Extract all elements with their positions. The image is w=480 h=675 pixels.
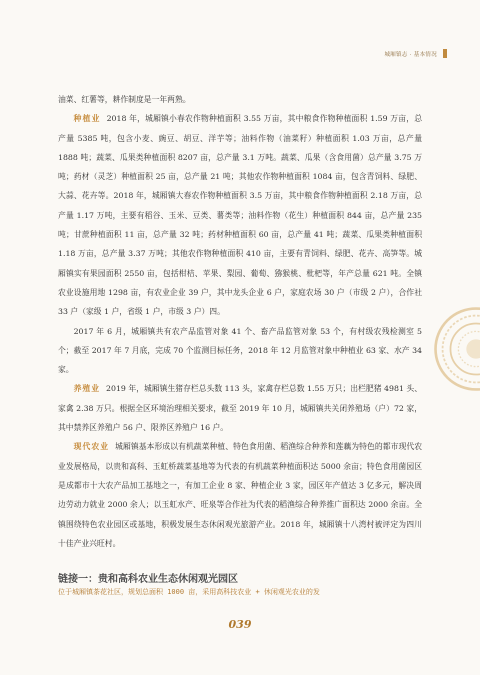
paragraph-planting-text: 2018 年，城厢镇小春农作物种植面积 3.55 万亩，其中粮食作物种植面积 1.59 万亩，总产量 5385 吨，包含小麦、豌豆、胡豆、洋芋等；油料作物（油菜籽）种植面积 1.03 万亩，总产量 1888 吨；蔬菜、瓜果类种植面积 8207 亩，总产量 3.1 万吨。蔬菜、瓜果（含食用菌）总产量 3.75 万吨；药材（灵芝）种植面积 25 亩，总产量 21 吨；其他农作物种植面积 1084 亩，包含青饲料、绿肥、大蒜、花卉等。2018 年，城厢镇大春农作物种植面积 3.5 万亩，其中粮食作物种植面积 2.18 万亩，总产量 1.17 万吨，主要有稻谷、玉米、豆类、薯类等；油料作物（花生）种植面积 844 亩，总产量 235 吨；甘蔗种植面积 11 亩，总产量 32 吨；药材种植面积 60 亩，总产量 41 吨；蔬菜、瓜果类种植面积 1.18 万亩，总产量 3.37 万吨；其他农作物种植面积 410 亩，主要有青饲料、绿肥、花卉、高笋等。城厢镇实有果园面积 2550 亩，包括柑桔、苹果、梨园、葡萄、猕猴桃、枇杷等，年产总量 621 吨。全镇农业设施用地 1298 亩，有农业企业 39 户，其中龙头企业 6 户，家庭农场 30 户（市级 2 户），合作社 33 户（家级 1 户，省级 1 户，市级 3 户）四。 [58,114,423,317]
page-number: 039 [228,618,252,631]
paragraph-breeding-text: 2019 年，城厢镇生猪存栏总头数 113 头，家禽存栏总数 1.55 万只；出栏肥猪 4981 头、家禽 2.38 万只。根据全区环境治理相关要求，截至 2019 年 10 月，城厢镇共关闭养殖场（户）72 家，其中禁养区养殖户 56 户、限养区养殖户 16 户。 [58,384,423,433]
paragraph-supervision: 2017 年 6 月，城厢镇共有农产品监管对象 41 个、畜产品监管对象 53 个，有村级农残检测室 5 个；截至 2017 年 7 月底，完成 70 个监测目标任务，2018 年 12 月监管对象中种植业 63 家、水产 34 家。 [58,326,422,375]
section-label-modern-agriculture: 现代农业 [73,442,110,452]
running-header [384,49,447,58]
paragraph-modern-agriculture [58,437,422,553]
paragraph-intro: 油菜、红薯等，耕作制度是一年两熟。 [58,95,191,104]
body-text [58,90,422,553]
ornament-circle-icon [432,305,480,393]
header-section-title: 城厢镇志 · 基本情况 [384,51,437,58]
section-label-breeding: 养殖业 [73,384,101,394]
paragraph-modern-agriculture-text: 城厢镇基本形成以有机蔬菜种植、特色食用菌、稻渔综合种养和莲藕为特色的都市现代农业发展格局，以贵和高科、玉虹桥蔬菜基地等为代表的有机蔬菜种植面积达 5000 余亩；特色食用菌园区是成都市十大农产品加工基地之一，有加工企业 8 家、种植企业 3 家，园区年产值达 3 亿多元，解决周边劳动力就业 2000 余人；以玉虹水产、旺泉等合作社为代表的稻渔综合种养推广面积达 2000 余亩。全镇围绕特色农业园区或基地，积极发展生态休闲观光旅游产业。2018 年，城厢镇十八湾村被评定为四川十佳产业兴旺村。 [58,442,423,548]
link-description: 位于城厢镇茶花社区，规划总面积 1000 亩，采用高科技农业 + 休闲观光农业的发 [58,588,320,596]
header-accent-bar [443,49,447,58]
paragraph-breeding [58,379,422,437]
paragraph-planting [58,109,422,321]
link-title: 链接一：贵和高科农业生态休闲观光园区 [58,574,238,585]
section-label-planting: 种植业 [73,114,101,124]
